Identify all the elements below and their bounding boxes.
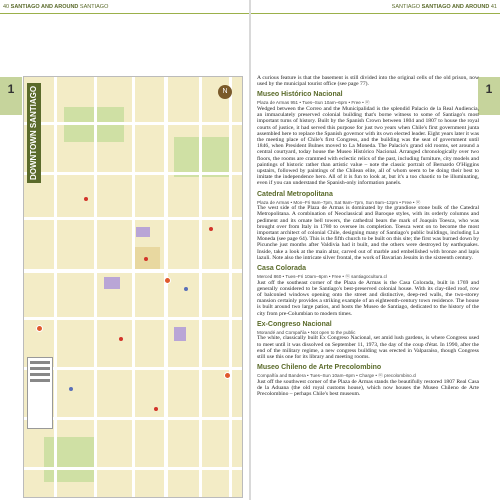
section-info: Plaza de Armas • Mon–Fri 9am–7pm, Sat 9am–7pm, Sun 9am–12pm • Free • ⓦ	[257, 199, 421, 205]
section-info: Compañía and Bandera • Tues–Sun 10am–6pm • Charge • ⓦ precolombino.cl	[257, 373, 417, 379]
map-street	[54, 77, 57, 497]
section-body: Just off the southwest corner of the Plaza de Armas stands the beautifully restored 1807 Real Casa de la Aduana (the old royal customs house), which now houses the Museo Chileno de Arte Precolombino – perhaps Chile's best museum.	[257, 378, 479, 398]
metro-icon	[164, 277, 171, 284]
section-title: Museo Chileno de Arte Precolombino	[257, 364, 382, 372]
text-column	[257, 75, 479, 399]
section-body: The white, classically built Ex Congreso Nacional, set amid lush gardens, is where Congress used to meet until it was dissolved on September 11, 1973, the day of the coup d'état. In 1990, after the end of the military regime, a new congress building was erected in Valparaíso, though Congress still use this one for its library and meeting rooms.	[257, 335, 479, 361]
map-poi	[144, 257, 148, 261]
left-running-head	[3, 3, 108, 12]
map-park	[44, 437, 94, 482]
right-running-head	[392, 3, 497, 12]
section-title: Casa Colorada	[257, 265, 307, 273]
right-section-bold: SANTIAGO AND AROUND	[421, 4, 490, 10]
map-street	[164, 77, 168, 497]
compass-icon: N	[218, 85, 232, 99]
section-info: Merced 860 • Tues–Fri 10am–6pm • Free • ⓦ santiagocultura.cl	[257, 274, 387, 280]
legend-line	[30, 367, 50, 370]
section-info: Morandé and Compañía • Not open to the public	[257, 329, 356, 335]
map-poi	[119, 337, 123, 341]
section-info: Plaza de Armas 951 • Tues–Sun 10am–6pm • Free • ⓦ	[257, 100, 370, 106]
map-poi	[184, 287, 188, 291]
map-title: DOWNTOWN SANTIAGO	[27, 83, 41, 183]
downtown-map	[23, 76, 243, 498]
right-page	[251, 0, 500, 500]
intro-paragraph: A curious feature is that the basement is still divided into the original cells of the old prison, now used by the municipal tourist office (see page 77).	[257, 75, 479, 88]
section-body: The west side of the Plaza de Armas is dominated by the grandiose stone bulk of the Catedral Metropolitana. A combination of Neoclassical and Baroque styles, with its orderly columns and pediment and its ornate bell towers, the cathedral bears the mark of Joaquín Toesca, who was brought over from Italy in 1780 to oversee its completion. Toesca went on to become the most important architect of colonial Chile, designing many of Santiago's public buildings, including La Moneda (see page 64). This is the fifth church to be built on this site; the first was burned down by Picunche just months after Valdivia had it built, and the others were destroyed by earthquakes. Inside, take a look at the main altar, carved out of marble and embellished with bronze and lapis lazuli. Note also the intricate silver frontal, the work of Bavarian Jesuits in the sixteenth century.	[257, 205, 479, 261]
section-body: Wedged between the Correo and the Municipalidad is the splendid Palacio de la Real Audiencia, an immaculately preserved colonial building that's borne witness to some of Santiago's most important turns of history. Built by the Spanish Crown between 1804 and 1807 to house the royal courts of justice, it had served this purpose for just two years when Chile's first government junta assembled here to replace the Spanish governor with its own elected leader. Eight years later it was the meeting place of Chile's first Congress, and the building was the seat of government until 1846, when President Bulnes moved to La Moneda. The Palacio's grand old rooms, set around a central courtyard, today house the Museo Histórico Nacional. Arranged chronologically over two floors, the rooms are crammed with eclectic relics of the past, including furniture, city models and paintings of historic rather than artistic value – note the classic portrait of Bernardo O'Higgins upstairs, followed by paintings of the Chilean elite, all of whom seem to be doing their best to imitate the independence hero. All of it is fun to look at, but it's a too chaotic to be illuminating, even if you can understand the Spanish-only information panels.	[257, 106, 479, 187]
map-street	[94, 77, 97, 497]
left-page-number: 40	[3, 4, 10, 10]
map-poi	[154, 407, 158, 411]
legend-line	[30, 373, 50, 376]
map-building	[136, 227, 150, 237]
map-legend	[27, 357, 53, 429]
left-section-sub: SANTIAGO	[79, 4, 109, 10]
left-section-bold: SANTIAGO AND AROUND	[10, 4, 79, 10]
map-street	[199, 77, 202, 497]
map-street	[132, 77, 135, 497]
left-chapter-tab: 1	[0, 77, 22, 115]
section-title: Catedral Metropolitana	[257, 190, 333, 198]
section-body: Just off the southeast corner of the Plaza de Armas is the Casa Colorada, built in 1769 and generally considered to be Santiago's best-preserved colonial house. With its clay-tiled roof, row of balconied windows opening onto the street and distinctive, deep-red walls, the two-storey mansion certainly provides a striking example of an eighteenth-century town residence. The house is built around two large patios, and hosts the Museo de Santiago, dedicated to the history of the city from pre-Columbian to modern times.	[257, 279, 479, 317]
metro-icon	[36, 325, 43, 332]
map-building	[104, 277, 120, 289]
map-street	[229, 77, 232, 497]
left-page	[0, 0, 249, 500]
map-poi	[209, 227, 213, 231]
left-header-rule	[0, 13, 249, 14]
right-chapter-tab: 1	[478, 77, 500, 115]
map-poi	[69, 387, 73, 391]
legend-line	[30, 361, 50, 364]
map-poi	[84, 197, 88, 201]
legend-line	[30, 379, 50, 382]
right-page-number: 41	[490, 4, 497, 10]
map-building	[174, 327, 186, 341]
section-title: Museo Histórico Nacional	[257, 91, 343, 99]
right-section-sub: SANTIAGO	[391, 4, 421, 10]
section-title: Ex-Congreso Nacional	[257, 320, 332, 328]
right-header-rule	[251, 13, 500, 14]
metro-icon	[224, 372, 231, 379]
